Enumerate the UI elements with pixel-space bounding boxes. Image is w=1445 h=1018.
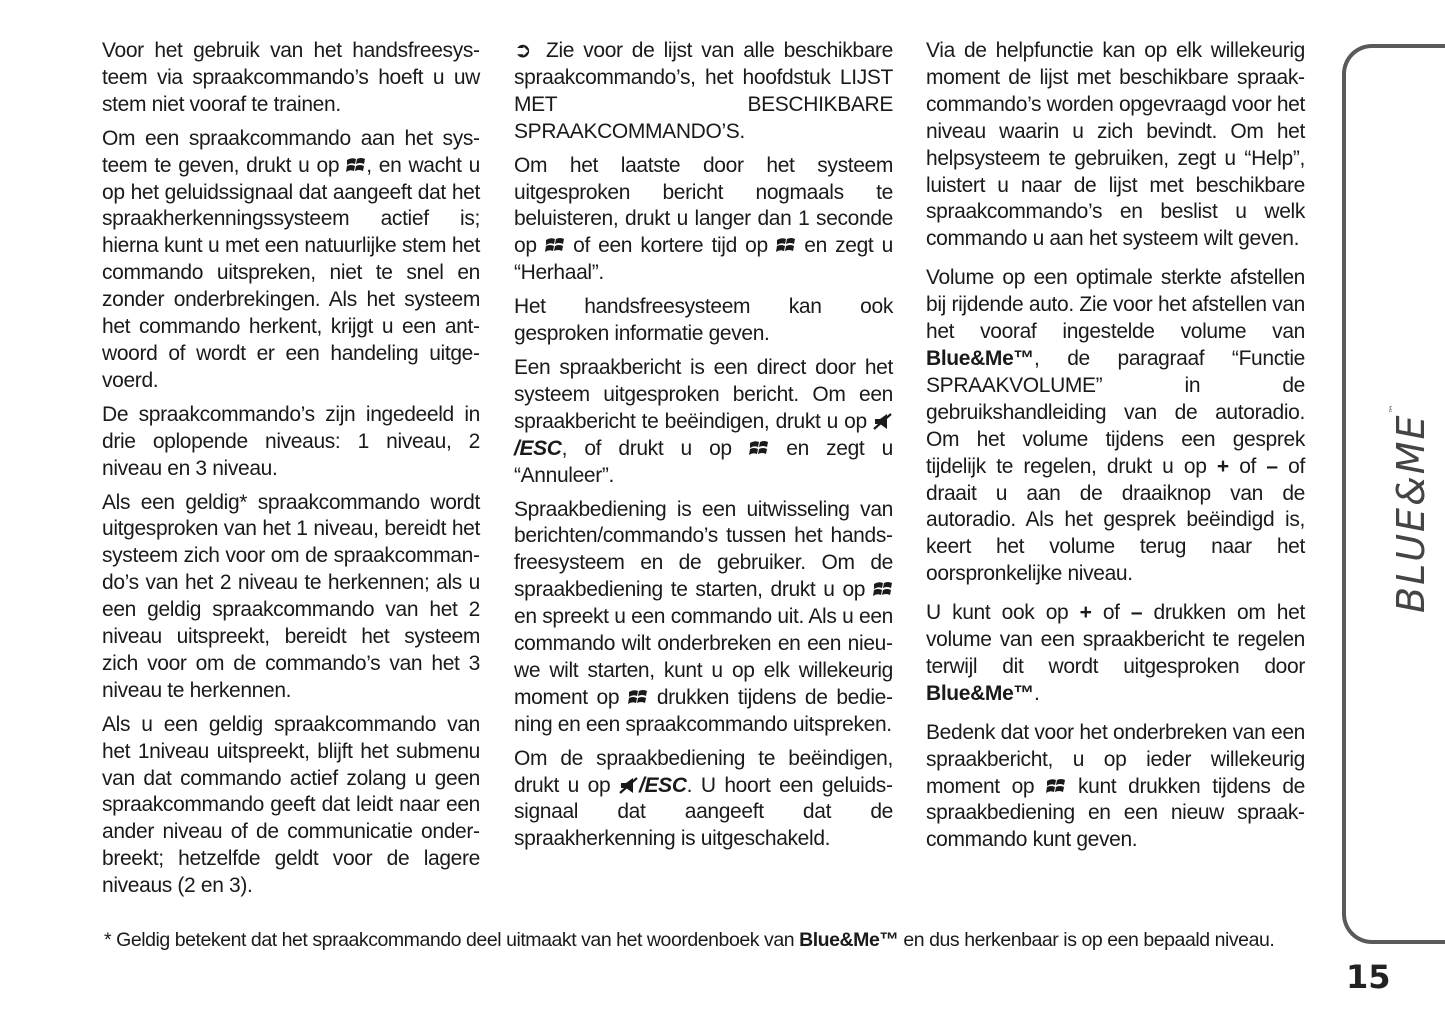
minus-symbol: –: [1266, 454, 1278, 478]
column-3: [926, 38, 1305, 866]
text-segment: Spraakbediening is een uitwisseling van berichten/commando’s tussen het handsfreesysteem en de gebruiker. Om de spraakbediening te starten, drukt u op: [514, 497, 893, 602]
paragraph-end-operation: [514, 746, 893, 854]
mute-esc-icon: [873, 413, 893, 430]
paragraph-message-volume: [926, 600, 1305, 708]
text-segment: en zegt u “Herhaal”.: [514, 234, 893, 285]
text-segment: * Geldig betekent dat het spraakcommando deel uitmaakt van het woordenboek van: [104, 929, 795, 951]
text-segment: Om de spraakbediening te beëindigen, drukt u op: [514, 746, 893, 797]
paragraph-intro: Voor het gebruik van het handsfreesysteem via spraakcommando’s hoeft u uw stem niet vooraf te trainen.: [102, 39, 480, 116]
plus-symbol: +: [1079, 601, 1092, 625]
paragraph-levels: De spraakcommando’s zijn ingedeeld in drie oplopende niveaus: 1 niveau, 2 niveau en 3 niveau.: [102, 402, 480, 480]
voice-button-icon: [628, 689, 648, 706]
text-segment: . U hoort een geluidssignaal dat aangeeft dat de spraakherkenning is uitgeschakeld.: [514, 773, 893, 851]
text-segment: of een kortere tijd op: [573, 234, 768, 258]
paragraph-see-list: [514, 38, 893, 146]
footnote: [104, 928, 1304, 952]
text-segment: of: [1239, 454, 1257, 478]
text-segment: Volume op een optimale sterkte afstellen bij rijdende auto. Zie voor het afstellen van het vooraf ingestelde volume van: [926, 266, 1305, 344]
brand-name: Blue&Me™: [799, 929, 899, 951]
voice-button-icon: [873, 581, 893, 598]
text-segment: Om het laatste door het systeem uitgesproken bericht nogmaals te beluisteren, drukt u langer dan 1 seconde op: [514, 153, 893, 258]
paragraph-help: Via de helpfunctie kan op elk willekeurig moment de lijst met beschikbare spraakcommando’s worden opgevraagd voor het niveau waarin u zich bevindt. Om het helpsysteem te gebruiken, zegt u “Help”, luistert u naar de lijst met beschikbare spraakcommando’s en beslist u welk commando u aan het systeem wilt geven.: [926, 39, 1305, 251]
esc-label: /ESC: [639, 773, 687, 797]
paragraph-submenu: Als u een geldig spraakcommando van het 1niveau uitspreekt, blijft het submenu van dat commando actief zolang u geen spraakcommando geeft dat leidt naar een ander niveau of de communicatie onderbreekt; hetzelfde geldt voor de lagere niveaus (2 en 3).: [102, 712, 480, 898]
text-segment: Om een spraakcommando aan het systeem te geven, drukt u op: [102, 126, 480, 177]
text-segment: drukken tijdens de bediening en een spraakcommando uitspreken.: [514, 685, 893, 736]
text-segment: of draait u aan de draaiknop van de autoradio. Als het gesprek beëindigd is, keert het volume terug naar het oorspronkelijke niveau.: [926, 454, 1305, 586]
text-segment: Een spraakbericht is een direct door het systeem uitgesproken bericht. Om een spraakbericht te beëindigen, drukt u op: [514, 355, 893, 433]
voice-button-icon: [1046, 778, 1066, 795]
paragraph-volume: [926, 265, 1305, 588]
text-segment: of: [1102, 601, 1120, 625]
column-1: [102, 38, 480, 907]
text-segment: kunt drukken tijdens de spraakbediening en een nieuw spraakcommando kunt geven.: [926, 774, 1305, 852]
text-segment: U kunt ook op: [926, 601, 1069, 625]
paragraph-interrupt: [926, 720, 1305, 855]
paragraph-give-command: [102, 126, 480, 395]
mute-esc-icon: [619, 777, 639, 794]
column-2: [514, 38, 893, 860]
voice-button-icon: [749, 440, 769, 457]
text-segment: .: [1034, 681, 1040, 705]
blue-me-logo: [1389, 403, 1433, 614]
text-segment: , de paragraaf “Functie SPRAAKVOLUME” in de gebruikshandleiding van de autoradio. Om het volume tijdens een gesprek tijdelijk te regelen, drukt u op: [926, 346, 1305, 478]
brand-name: Blue&Me™: [926, 681, 1035, 705]
paragraph-repeat: [514, 153, 893, 288]
voice-button-icon: [776, 237, 796, 254]
paragraph-spoken-info: Het handsfreesysteem kan ook gesproken informatie geven.: [514, 295, 893, 346]
plus-symbol: +: [1216, 454, 1229, 478]
logo-text: BLUE&ME: [1389, 413, 1433, 613]
text-segment: en zegt u “Annuleer”.: [514, 436, 893, 487]
esc-label: /ESC: [514, 436, 562, 460]
text-segment: Zie voor de lijst van alle beschikbare spraakcommando’s, het hoofdstuk LIJST MET BESCHIKBARE SPRAAKCOMMANDO’S.: [514, 39, 893, 143]
text-segment: , en wacht u op het geluidssignaal dat aangeeft dat het spraakherkenningssysteem actief is; hierna kunt u met een natuurlijke stem het commando uitspreken, niet te snel en zonder onderbrekingen. Als het systeem het commando herkent, krijgt u een antwoord of wordt er een handeling uitgevoerd.: [102, 153, 480, 392]
minus-symbol: –: [1130, 601, 1143, 625]
text-segment: drukken om het volume van een spraakbericht te regelen terwijl dit wordt uitgesproken door: [926, 601, 1305, 678]
voice-button-icon: [346, 157, 366, 174]
voice-button-icon: [545, 237, 565, 254]
paragraph-voice-operation: [514, 497, 893, 739]
page-number: 15: [1346, 958, 1391, 996]
text-segment: Bedenk dat voor het onderbreken van een spraakbericht, u op ieder willekeurig moment op: [926, 720, 1305, 798]
text-segment: , of drukt u op: [561, 436, 732, 460]
trademark-symbol: ™: [1389, 402, 1399, 414]
text-segment: en spreekt u een commando uit. Als u een commando wilt onderbreken en een nieuwe wilt starten, kunt u op elk willekeurig moment op: [514, 605, 893, 709]
paragraph-voice-message: [514, 355, 893, 490]
text-segment: en dus herkenbaar is op een bepaald niveau.: [903, 929, 1275, 951]
paragraph-valid-command: Als een geldig* spraakcommando wordt uitgesproken van het 1 niveau, bereidt het systeem zich voor om de spraakcommando’s van het 2 niveau te herkennen; als u een geldig spraakcommando van het 2 niveau uitspreekt, bereidt het systeem zich voor om de commando’s van het 3 niveau te herkennen.: [102, 490, 480, 702]
arrow-right-icon: ➲: [514, 39, 532, 62]
brand-name: Blue&Me™: [926, 346, 1035, 370]
